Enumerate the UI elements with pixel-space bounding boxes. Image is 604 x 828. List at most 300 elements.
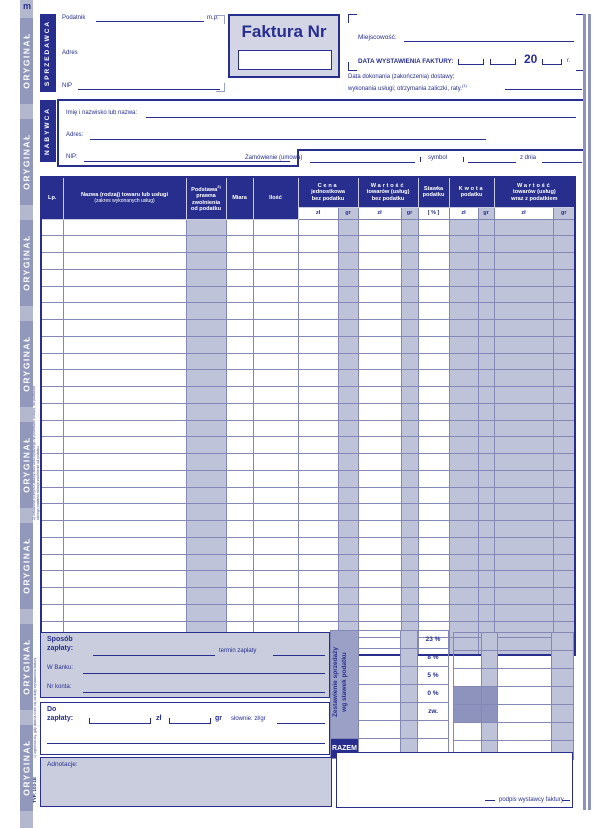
item-cell[interactable] [338,588,358,605]
item-cell[interactable] [298,454,338,471]
item-cell[interactable] [253,269,298,286]
item-cell[interactable] [338,370,358,387]
item-cell[interactable] [63,537,186,554]
item-cell[interactable] [418,487,449,504]
item-cell[interactable] [418,504,449,521]
summary-net-gr-cell[interactable] [401,649,418,667]
item-cell[interactable] [553,219,575,236]
item-cell[interactable] [226,269,253,286]
item-cell[interactable] [401,269,418,286]
item-cell[interactable] [418,588,449,605]
summary-tax-zl-cell[interactable] [454,687,482,705]
item-cell[interactable] [338,236,358,253]
item-cell[interactable] [553,504,575,521]
item-cell[interactable] [253,588,298,605]
item-cell[interactable] [494,604,553,621]
item-cell[interactable] [186,571,226,588]
item-cell[interactable] [226,604,253,621]
item-cell[interactable] [494,286,553,303]
item-cell[interactable] [449,403,478,420]
item-cell[interactable] [186,370,226,387]
item-cell[interactable] [358,320,401,337]
item-cell[interactable] [298,588,338,605]
item-cell[interactable] [358,370,401,387]
summary-tax-gr-cell[interactable] [482,687,498,705]
item-cell[interactable] [358,253,401,270]
item-cell[interactable] [494,336,553,353]
item-cell[interactable] [41,253,63,270]
item-cell[interactable] [226,336,253,353]
item-cell[interactable] [418,420,449,437]
item-cell[interactable] [298,353,338,370]
item-cell[interactable] [449,437,478,454]
item-cell[interactable] [253,420,298,437]
summary-gross-gr-cell[interactable] [552,651,574,669]
item-cell[interactable] [494,504,553,521]
item-cell[interactable] [226,571,253,588]
item-cell[interactable] [41,487,63,504]
item-cell[interactable] [358,571,401,588]
summary-gross-zl-cell[interactable] [498,687,552,705]
account-line[interactable] [83,692,325,693]
payment-method-line[interactable] [93,655,215,656]
item-cell[interactable] [449,336,478,353]
item-cell[interactable] [63,437,186,454]
summary-gross-gr-cell[interactable] [552,669,574,687]
item-cell[interactable] [63,420,186,437]
item-cell[interactable] [358,588,401,605]
item-cell[interactable] [358,403,401,420]
item-cell[interactable] [494,403,553,420]
item-cell[interactable] [478,470,494,487]
item-cell[interactable] [478,370,494,387]
item-cell[interactable] [63,470,186,487]
item-cell[interactable] [478,504,494,521]
item-cell[interactable] [338,454,358,471]
item-cell[interactable] [41,420,63,437]
item-cell[interactable] [553,604,575,621]
item-cell[interactable] [338,286,358,303]
item-cell[interactable] [298,336,338,353]
summary-net-zl-cell[interactable] [359,649,401,667]
item-cell[interactable] [226,353,253,370]
item-cell[interactable] [298,504,338,521]
item-cell[interactable] [358,336,401,353]
item-cell[interactable] [186,236,226,253]
item-cell[interactable] [553,588,575,605]
item-cell[interactable] [401,403,418,420]
item-cell[interactable] [401,353,418,370]
item-cell[interactable] [298,537,338,554]
item-cell[interactable] [358,437,401,454]
item-cell[interactable] [338,420,358,437]
item-cell[interactable] [253,253,298,270]
item-cell[interactable] [358,269,401,286]
item-cell[interactable] [478,571,494,588]
item-cell[interactable] [553,320,575,337]
item-cell[interactable] [186,454,226,471]
item-cell[interactable] [449,320,478,337]
item-cell[interactable] [63,454,186,471]
item-cell[interactable] [418,537,449,554]
item-cell[interactable] [358,420,401,437]
item-cell[interactable] [41,571,63,588]
order-line[interactable] [310,162,415,163]
item-cell[interactable] [298,387,338,404]
item-cell[interactable] [41,403,63,420]
item-cell[interactable] [338,253,358,270]
item-cell[interactable] [63,504,186,521]
item-cell[interactable] [41,286,63,303]
item-cell[interactable] [553,470,575,487]
item-cell[interactable] [449,370,478,387]
item-cell[interactable] [449,387,478,404]
item-cell[interactable] [494,454,553,471]
summary-gross-gr-cell[interactable] [552,633,574,651]
item-cell[interactable] [494,370,553,387]
summary-gross-zl-cell[interactable] [498,633,552,651]
item-cell[interactable] [253,604,298,621]
item-cell[interactable] [494,353,553,370]
item-cell[interactable] [226,504,253,521]
item-cell[interactable] [226,387,253,404]
item-cell[interactable] [478,387,494,404]
item-cell[interactable] [41,219,63,236]
item-cell[interactable] [41,470,63,487]
item-cell[interactable] [186,420,226,437]
item-cell[interactable] [358,554,401,571]
item-cell[interactable] [418,336,449,353]
item-cell[interactable] [41,521,63,538]
item-cell[interactable] [358,236,401,253]
item-cell[interactable] [401,487,418,504]
item-cell[interactable] [226,253,253,270]
item-cell[interactable] [449,353,478,370]
summary-tax-gr-cell[interactable] [482,651,498,669]
item-cell[interactable] [298,303,338,320]
item-cell[interactable] [186,554,226,571]
item-cell[interactable] [553,353,575,370]
item-cell[interactable] [253,236,298,253]
payment-term-line[interactable] [273,655,325,656]
item-cell[interactable] [41,454,63,471]
item-cell[interactable] [253,537,298,554]
item-cell[interactable] [41,370,63,387]
item-cell[interactable] [63,253,186,270]
item-cell[interactable] [226,470,253,487]
item-cell[interactable] [338,219,358,236]
item-cell[interactable] [358,470,401,487]
item-cell[interactable] [226,454,253,471]
item-cell[interactable] [401,303,418,320]
item-cell[interactable] [253,353,298,370]
item-cell[interactable] [63,571,186,588]
item-cell[interactable] [358,219,401,236]
buyer-name-line[interactable] [146,117,576,118]
item-cell[interactable] [253,571,298,588]
item-cell[interactable] [449,253,478,270]
item-cell[interactable] [298,219,338,236]
summary-gross-zl-cell[interactable] [498,723,552,741]
item-cell[interactable] [494,269,553,286]
item-cell[interactable] [478,437,494,454]
item-cell[interactable] [186,437,226,454]
item-cell[interactable] [553,437,575,454]
item-cell[interactable] [41,604,63,621]
item-cell[interactable] [478,420,494,437]
item-cell[interactable] [63,370,186,387]
item-cell[interactable] [494,303,553,320]
item-cell[interactable] [41,588,63,605]
item-cell[interactable] [401,370,418,387]
summary-tax-zl-cell[interactable] [454,723,482,741]
item-cell[interactable] [478,403,494,420]
item-cell[interactable] [41,554,63,571]
item-cell[interactable] [418,571,449,588]
signature-box[interactable] [336,752,573,808]
item-cell[interactable] [358,454,401,471]
item-cell[interactable] [63,353,186,370]
item-cell[interactable] [186,487,226,504]
item-cell[interactable] [449,521,478,538]
item-cell[interactable] [478,320,494,337]
item-cell[interactable] [418,470,449,487]
summary-net-zl-cell[interactable] [359,703,401,721]
buyer-address-line[interactable] [90,139,486,140]
item-cell[interactable] [553,236,575,253]
item-cell[interactable] [41,269,63,286]
item-cell[interactable] [41,303,63,320]
item-cell[interactable] [63,236,186,253]
item-cell[interactable] [186,219,226,236]
item-cell[interactable] [63,403,186,420]
item-cell[interactable] [298,286,338,303]
item-cell[interactable] [298,370,338,387]
item-cell[interactable] [298,236,338,253]
item-cell[interactable] [449,303,478,320]
summary-gross-zl-cell[interactable] [498,705,552,723]
item-cell[interactable] [553,420,575,437]
item-cell[interactable] [186,604,226,621]
bank-line[interactable] [83,673,325,674]
item-cell[interactable] [358,521,401,538]
item-cell[interactable] [358,487,401,504]
summary-tax-gr-cell[interactable] [482,633,498,651]
item-cell[interactable] [401,504,418,521]
summary-tax-gr-cell[interactable] [482,723,498,741]
summary-tax-zl-cell[interactable] [454,651,482,669]
item-cell[interactable] [401,219,418,236]
item-cell[interactable] [226,420,253,437]
item-cell[interactable] [41,336,63,353]
summary-net-gr-cell[interactable] [401,667,418,685]
item-cell[interactable] [553,571,575,588]
item-cell[interactable] [298,604,338,621]
annotations-panel[interactable] [40,757,332,807]
item-cell[interactable] [338,269,358,286]
item-cell[interactable] [401,588,418,605]
item-cell[interactable] [401,604,418,621]
summary-net-zl-cell[interactable] [359,685,401,703]
item-cell[interactable] [253,320,298,337]
item-cell[interactable] [401,387,418,404]
item-cell[interactable] [226,236,253,253]
item-cell[interactable] [186,269,226,286]
item-cell[interactable] [449,219,478,236]
due-gr-slot[interactable] [169,717,211,724]
item-cell[interactable] [186,286,226,303]
item-cell[interactable] [186,353,226,370]
item-cell[interactable] [478,588,494,605]
item-cell[interactable] [186,588,226,605]
item-cell[interactable] [253,454,298,471]
item-cell[interactable] [401,236,418,253]
item-cell[interactable] [186,521,226,538]
item-cell[interactable] [401,437,418,454]
item-cell[interactable] [449,588,478,605]
item-cell[interactable] [478,554,494,571]
item-cell[interactable] [553,387,575,404]
item-cell[interactable] [338,487,358,504]
item-cell[interactable] [449,470,478,487]
item-cell[interactable] [253,336,298,353]
item-cell[interactable] [418,387,449,404]
item-cell[interactable] [449,454,478,471]
item-cell[interactable] [338,571,358,588]
item-cell[interactable] [63,521,186,538]
item-cell[interactable] [401,336,418,353]
item-cell[interactable] [478,487,494,504]
item-cell[interactable] [226,437,253,454]
summary-net-zl-cell[interactable] [359,721,401,739]
item-cell[interactable] [418,370,449,387]
item-cell[interactable] [298,420,338,437]
item-cell[interactable] [494,521,553,538]
item-cell[interactable] [358,604,401,621]
summary-tax-zl-cell[interactable] [454,669,482,687]
item-cell[interactable] [298,470,338,487]
summary-gross-gr-cell[interactable] [552,687,574,705]
item-cell[interactable] [338,604,358,621]
item-cell[interactable] [41,437,63,454]
item-cell[interactable] [401,454,418,471]
item-cell[interactable] [449,604,478,621]
item-cell[interactable] [494,537,553,554]
item-cell[interactable] [253,521,298,538]
item-cell[interactable] [449,554,478,571]
item-cell[interactable] [41,353,63,370]
item-cell[interactable] [418,353,449,370]
item-cell[interactable] [401,420,418,437]
summary-net-zl-cell[interactable] [359,631,401,649]
item-cell[interactable] [553,370,575,387]
item-cell[interactable] [418,604,449,621]
item-cell[interactable] [478,269,494,286]
order-date-line[interactable] [542,162,582,163]
summary-tax-gr-cell[interactable] [482,669,498,687]
item-cell[interactable] [478,336,494,353]
item-cell[interactable] [401,554,418,571]
item-cell[interactable] [478,454,494,471]
item-cell[interactable] [338,303,358,320]
item-cell[interactable] [226,537,253,554]
item-cell[interactable] [494,554,553,571]
item-cell[interactable] [338,470,358,487]
item-cell[interactable] [553,554,575,571]
item-cell[interactable] [418,521,449,538]
summary-net-gr-cell[interactable] [401,721,418,739]
in-words-line-1[interactable] [277,723,325,724]
item-cell[interactable] [63,320,186,337]
item-cell[interactable] [401,320,418,337]
item-cell[interactable] [449,420,478,437]
item-cell[interactable] [63,286,186,303]
summary-gross-zl-cell[interactable] [498,651,552,669]
item-cell[interactable] [298,554,338,571]
item-cell[interactable] [494,588,553,605]
item-cell[interactable] [478,253,494,270]
item-cell[interactable] [186,504,226,521]
item-cell[interactable] [186,387,226,404]
item-cell[interactable] [478,353,494,370]
item-cell[interactable] [186,403,226,420]
item-cell[interactable] [449,504,478,521]
item-cell[interactable] [478,537,494,554]
item-cell[interactable] [63,219,186,236]
item-cell[interactable] [63,487,186,504]
item-cell[interactable] [298,403,338,420]
item-cell[interactable] [298,269,338,286]
item-cell[interactable] [418,554,449,571]
item-cell[interactable] [186,320,226,337]
item-cell[interactable] [338,403,358,420]
item-cell[interactable] [553,253,575,270]
item-cell[interactable] [418,454,449,471]
item-cell[interactable] [226,320,253,337]
item-cell[interactable] [338,336,358,353]
summary-net-zl-cell[interactable] [359,667,401,685]
summary-tax-gr-cell[interactable] [482,705,498,723]
item-cell[interactable] [553,303,575,320]
summary-gross-zl-cell[interactable] [498,669,552,687]
item-cell[interactable] [449,269,478,286]
item-cell[interactable] [186,537,226,554]
item-cell[interactable] [449,286,478,303]
item-cell[interactable] [338,437,358,454]
item-cell[interactable] [338,387,358,404]
item-cell[interactable] [418,219,449,236]
item-cell[interactable] [253,403,298,420]
item-cell[interactable] [253,470,298,487]
item-cell[interactable] [449,236,478,253]
item-cell[interactable] [358,504,401,521]
item-cell[interactable] [253,504,298,521]
item-cell[interactable] [253,370,298,387]
item-cell[interactable] [338,537,358,554]
item-cell[interactable] [358,353,401,370]
item-cell[interactable] [253,303,298,320]
item-cell[interactable] [298,521,338,538]
item-cell[interactable] [449,571,478,588]
item-cell[interactable] [418,269,449,286]
item-cell[interactable] [494,487,553,504]
item-cell[interactable] [478,604,494,621]
item-cell[interactable] [226,588,253,605]
item-cell[interactable] [226,370,253,387]
item-cell[interactable] [553,269,575,286]
item-cell[interactable] [418,286,449,303]
item-cell[interactable] [553,537,575,554]
